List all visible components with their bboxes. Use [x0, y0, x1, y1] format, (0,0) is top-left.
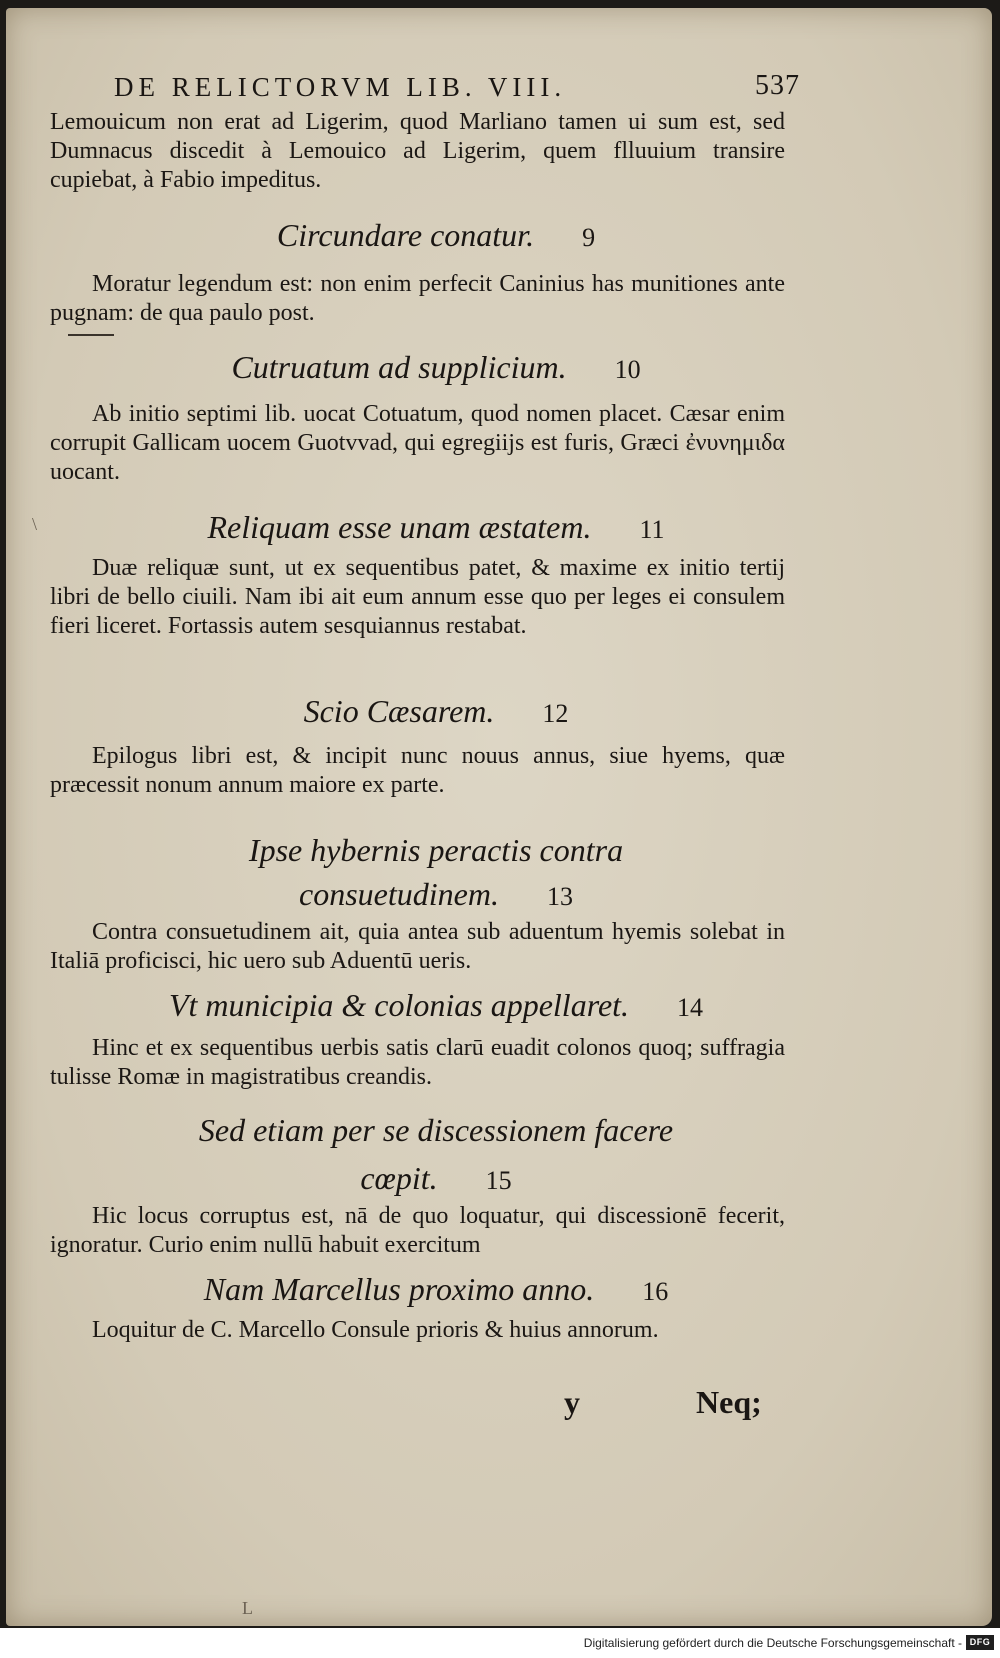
ink-rule	[68, 334, 114, 336]
paragraph	[50, 742, 785, 800]
lemma-number: 12	[542, 699, 569, 728]
lemma-text: Ipse hybernis peractis contra consuetudinem.	[248, 832, 624, 912]
paragraph-text: Hic locus corruptus est, nā de quo loquatur, qui discessionē fecerit, ignoratur. Curio enim nullū habuit exercitum	[50, 1203, 785, 1258]
page-number: 537	[755, 70, 800, 101]
lemma-text: Circundare conatur.	[276, 217, 535, 253]
paragraph	[50, 554, 785, 641]
lemma-number: 10	[614, 355, 641, 384]
signature-mark: y	[564, 1384, 580, 1420]
paragraph	[50, 1202, 785, 1260]
paragraph-text: Hinc et ex sequentibus uerbis satis clarū euadit colonos quoq; suffragia tulisse Romæ in magistratibus creandis.	[50, 1035, 785, 1090]
paragraph	[50, 918, 785, 976]
lemma-heading	[6, 986, 866, 1027]
margin-mark: L	[242, 1598, 253, 1618]
lemma-number: 11	[639, 515, 665, 544]
lemma-heading	[6, 348, 866, 389]
catchword: Neq;	[696, 1384, 762, 1420]
running-head-title: DE RELICTORVM LIB. VIII.	[114, 72, 567, 102]
lemma-number: 16	[642, 1277, 669, 1306]
lemma-heading	[186, 1106, 686, 1205]
lemma-number: 15	[485, 1166, 512, 1195]
paragraph	[50, 270, 785, 328]
paragraph	[50, 1034, 785, 1092]
lemma-heading	[156, 828, 716, 919]
lemma-text: Sed etiam per se discessionem facere cœpit.	[198, 1112, 674, 1196]
book-page	[6, 8, 992, 1626]
lemma-heading	[6, 216, 866, 257]
footer-strip	[0, 1628, 1000, 1658]
lemma-text: Scio Cæsarem.	[303, 693, 495, 729]
lemma-heading	[6, 508, 866, 549]
paragraph	[50, 400, 785, 487]
margin-mark: \	[32, 514, 38, 534]
paragraph-text: Lemouicum non erat ad Ligerim, quod Marliano tamen ui sum est, sed Dumnacus discedit à Lemouico ad Ligerim, quem flluuium transire cupiebat, à Fabio impeditus.	[50, 109, 785, 193]
running-head	[114, 66, 800, 106]
paragraph	[50, 1316, 785, 1345]
lemma-heading	[6, 692, 866, 733]
paragraph-intro	[50, 108, 785, 195]
paragraph-text: Loquitur de C. Marcello Consule prioris & huius annorum.	[92, 1317, 659, 1343]
paragraph-text: Ab initio septimi lib. uocat Cotuatum, quod nomen placet. Cæsar enim corrupit Gallicam uocem Guotvvad, qui egregiijs est furis, Græci ἐνυνημιδα uocant.	[50, 401, 785, 485]
dfg-logo: DFG	[966, 1635, 994, 1650]
paragraph-text: Duæ reliquæ sunt, ut ex sequentibus patet, & maxime ex initio tertij libri de bello ciuili. Nam ibi ait eum annum esse quo per leges ei consulem fieri liceret. Fortassis autem sesquiannus restabat.	[50, 555, 785, 639]
lemma-number: 9	[582, 223, 596, 252]
paragraph-text: Epilogus libri est, & incipit nunc nouus annus, siue hyems, quæ præcessit nonum annum maiore ex parte.	[50, 743, 785, 798]
lemma-text: Vt municipia & colonias appellaret.	[168, 987, 630, 1023]
footer-credit: Digitalisierung gefördert durch die Deutsche Forschungsgemeinschaft -	[583, 1636, 962, 1650]
paragraph-text: Contra consuetudinem ait, quia antea sub aduentum hyemis solebat in Italiā proficisci, hic uero sub Aduentū ueris.	[50, 919, 785, 974]
lemma-heading	[6, 1270, 866, 1311]
lemma-number: 13	[546, 882, 573, 911]
lemma-text: Nam Marcellus proximo anno.	[203, 1271, 595, 1307]
lemma-number: 14	[677, 993, 704, 1022]
paragraph-text: Moratur legendum est: non enim perfecit Caninius has munitiones ante pugnam: de qua paulo post.	[50, 271, 785, 326]
lemma-text: Reliquam esse unam æstatem.	[207, 509, 592, 545]
lemma-text: Cutruatum ad supplicium.	[231, 349, 567, 385]
